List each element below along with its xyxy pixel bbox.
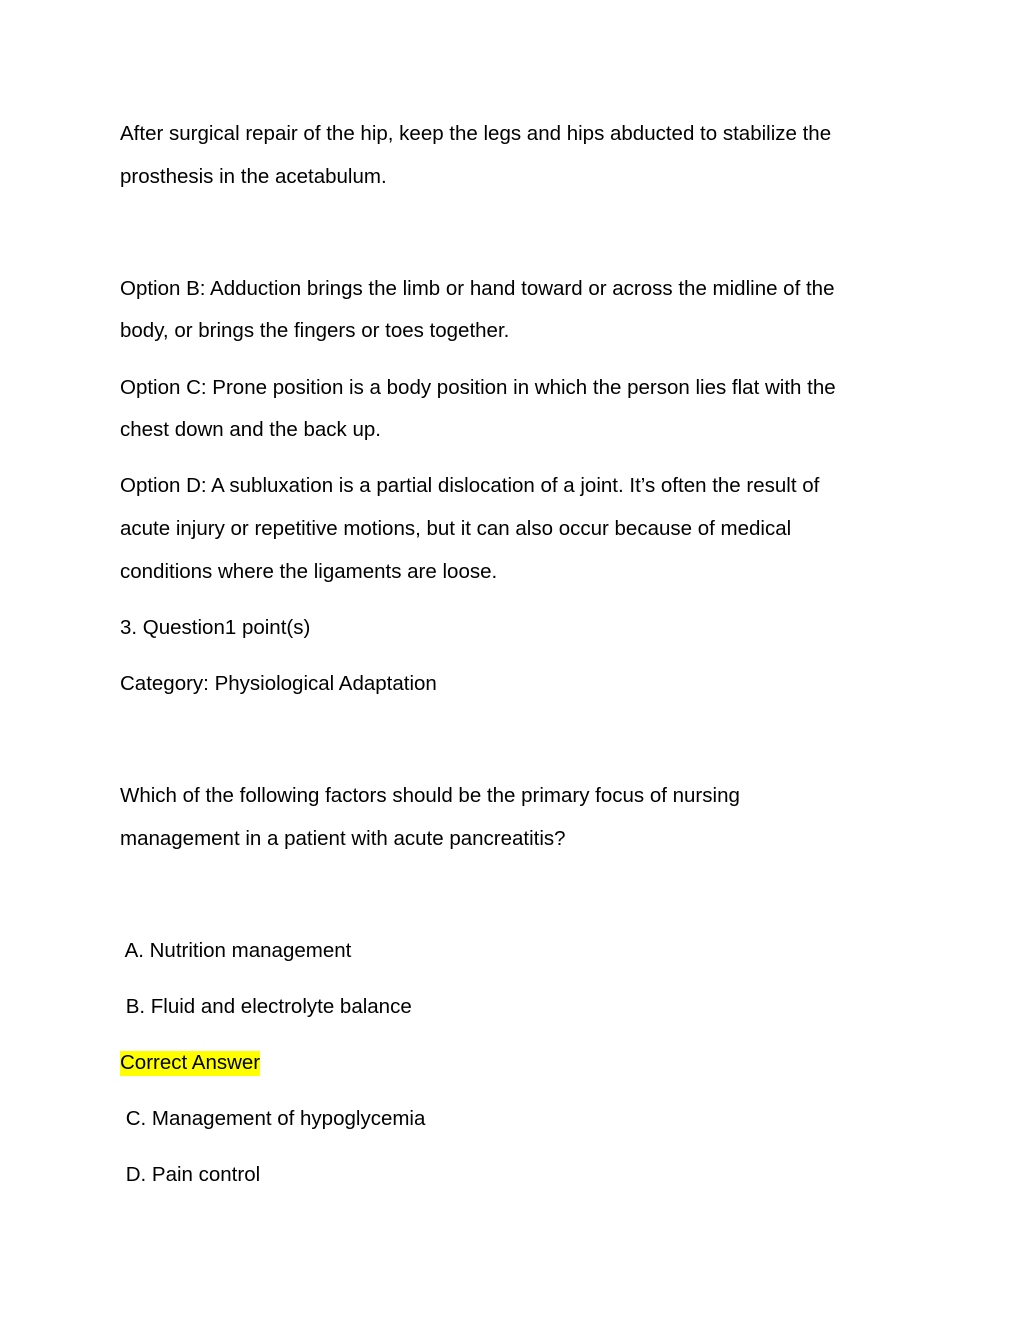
answer-option-d: D. Pain control	[120, 1163, 261, 1186]
option-d-line-2: acute injury or repetitive motions, but it can also occur because of medical	[120, 517, 792, 540]
option-c-line-1: Option C: Prone position is a body position in which the person lies flat with the	[120, 376, 836, 399]
question-text-line-2: management in a patient with acute pancreatitis?	[120, 827, 566, 850]
option-b-line-2: body, or brings the fingers or toes together.	[120, 319, 510, 342]
question-category: Category: Physiological Adaptation	[120, 672, 437, 695]
option-c-line-2: chest down and the back up.	[120, 418, 381, 441]
answer-option-c: C. Management of hypoglycemia	[120, 1107, 426, 1130]
answer-option-a: A. Nutrition management	[120, 939, 352, 962]
option-d-line-1: Option D: A subluxation is a partial dislocation of a joint. It’s often the result of	[120, 474, 820, 497]
option-d-line-3: conditions where the ligaments are loose.	[120, 560, 498, 583]
correct-answer-highlight: Correct Answer	[120, 1051, 261, 1074]
option-b-line-1: Option B: Adduction brings the limb or hand toward or across the midline of the	[120, 277, 835, 300]
question-header: 3. Question1 point(s)	[120, 616, 311, 639]
intro-line-1: After surgical repair of the hip, keep the legs and hips abducted to stabilize the	[120, 122, 832, 145]
correct-answer-label	[120, 1051, 260, 1075]
intro-line-2: prosthesis in the acetabulum.	[120, 165, 387, 188]
question-text-line-1: Which of the following factors should be the primary focus of nursing	[120, 784, 740, 807]
answer-option-b: B. Fluid and electrolyte balance	[120, 995, 412, 1018]
